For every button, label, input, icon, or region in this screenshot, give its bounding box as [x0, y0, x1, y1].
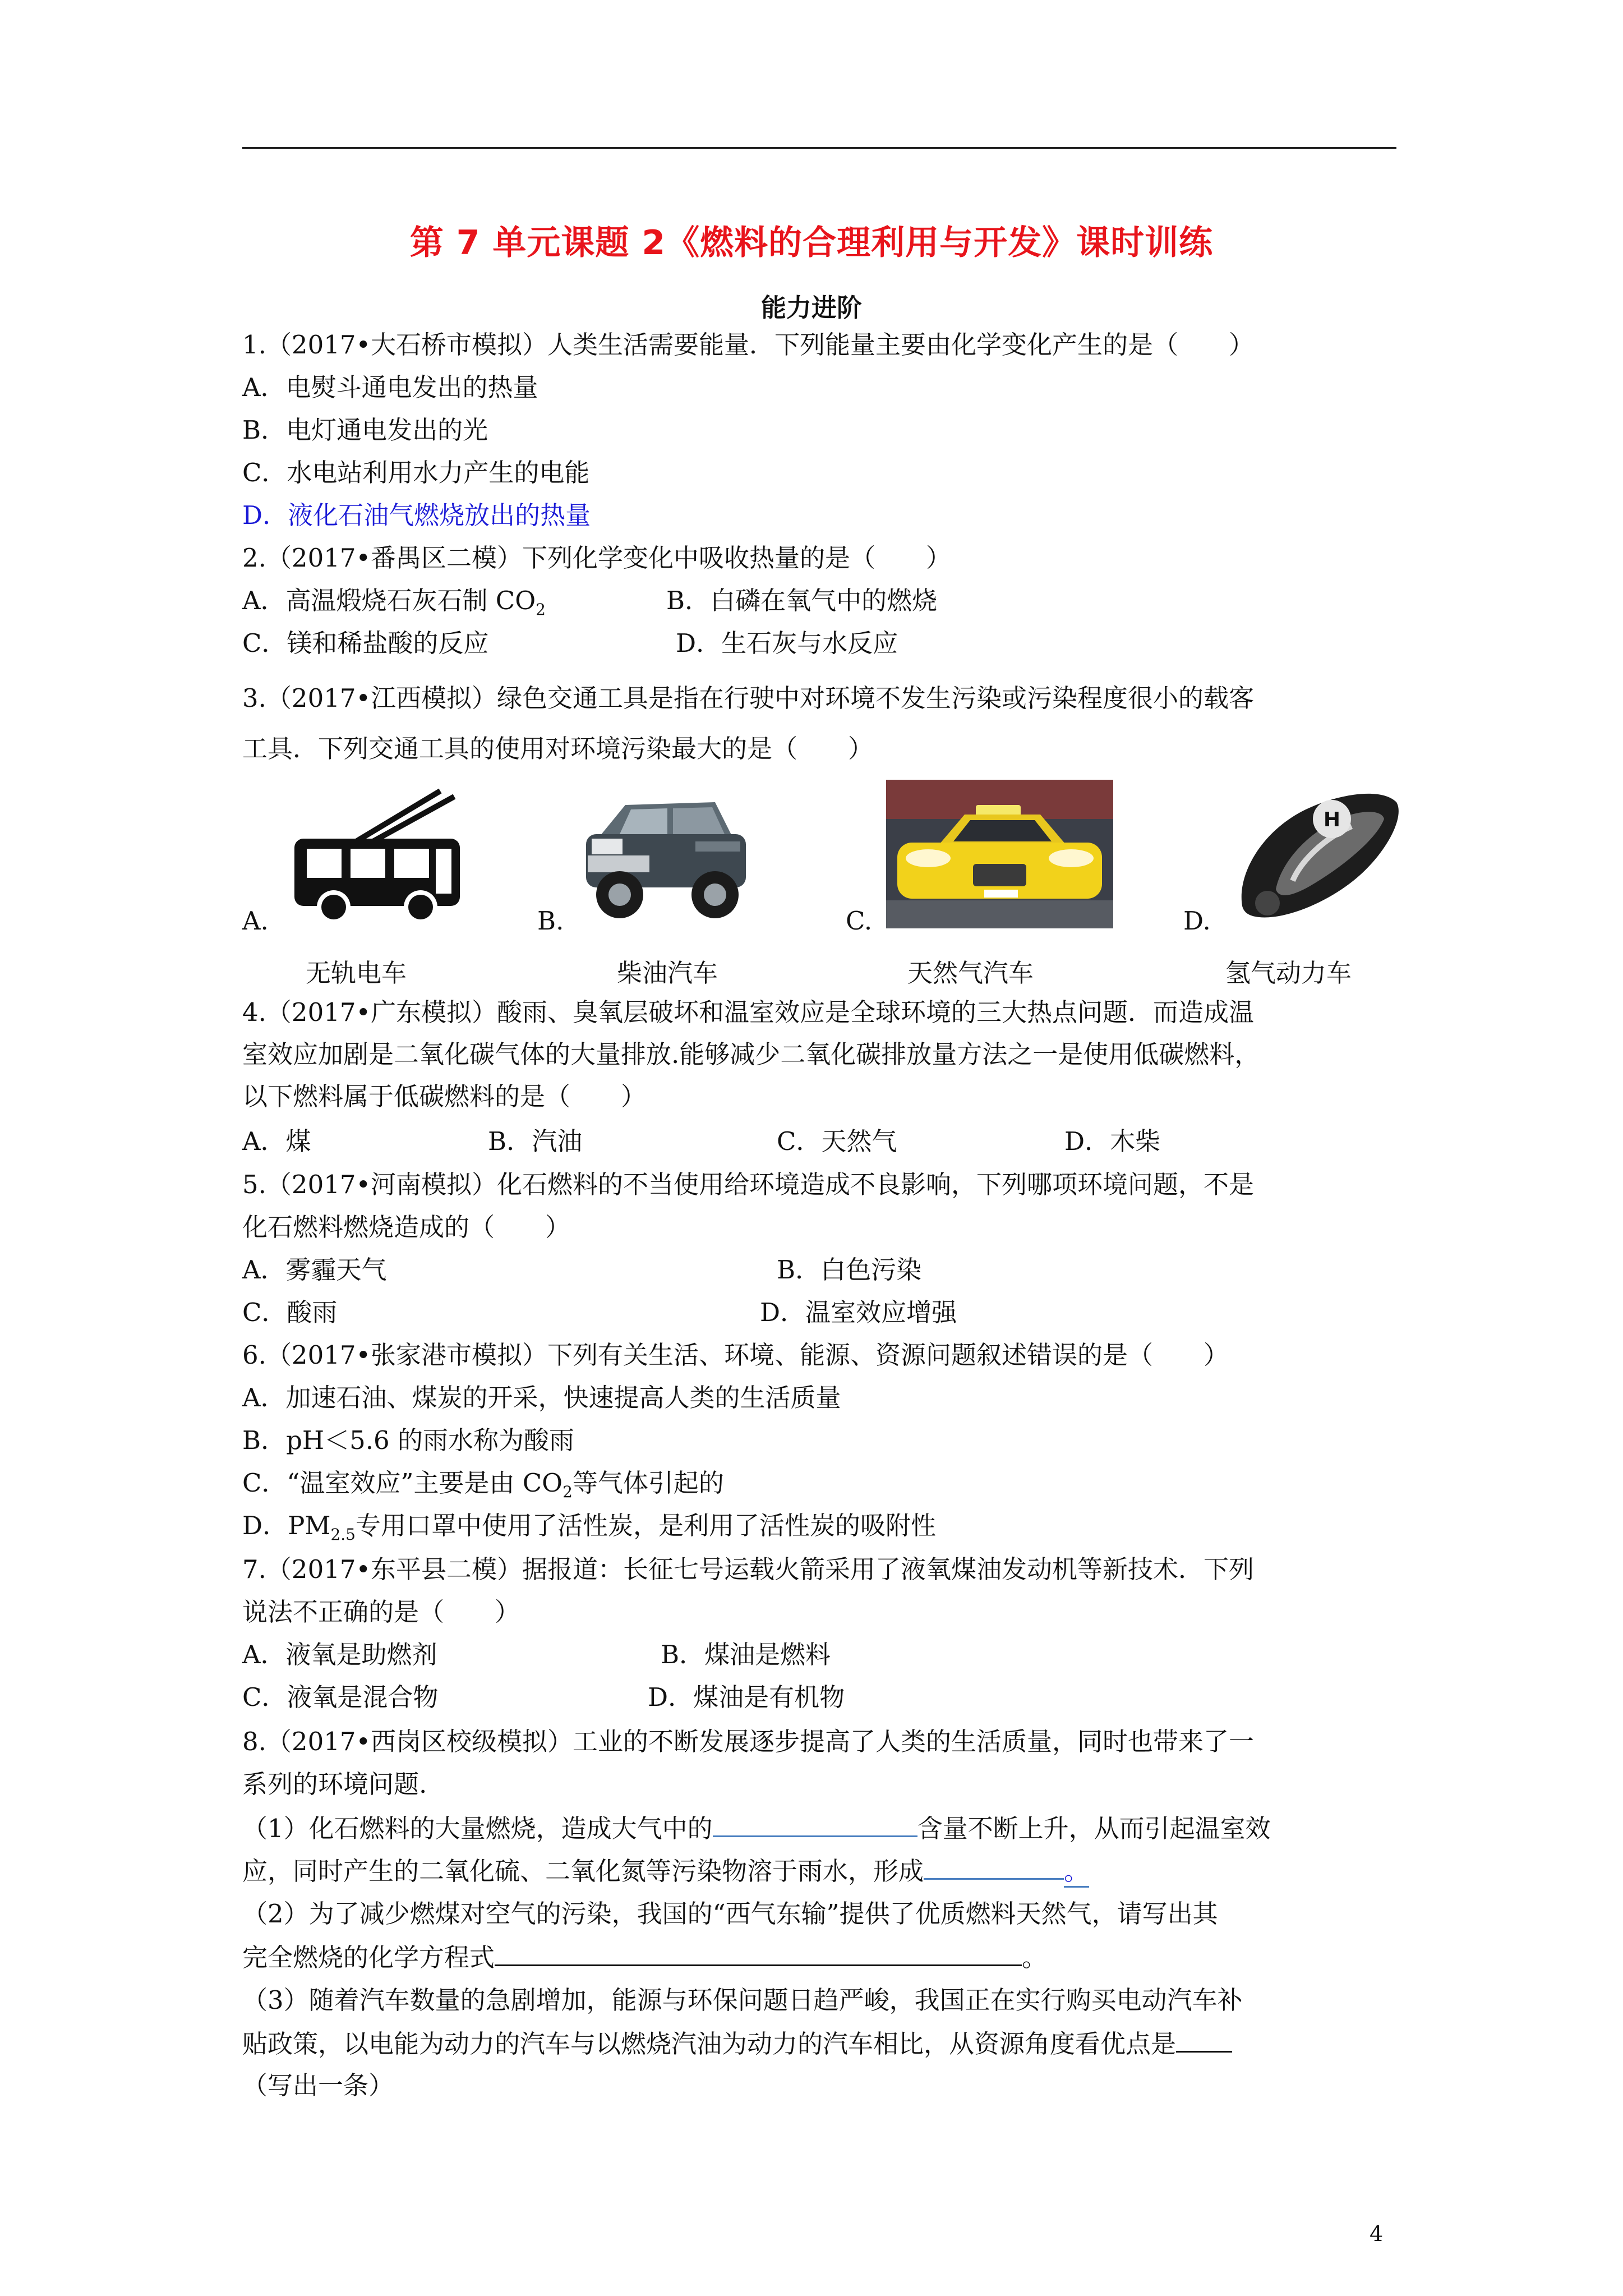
- q2-option-c: C．镁和稀盐酸的反应: [242, 628, 489, 658]
- q3-caption-a: 无轨电车: [306, 958, 407, 988]
- q6-option-d: D．$PM_{2.5}$专用口罩中使用了活性炭，是利用了活性炭的吸附性: [242, 1511, 936, 1544]
- q7-option-c: C．液氧是混合物: [242, 1682, 439, 1712]
- q5-option-c: C．酸雨: [242, 1297, 338, 1327]
- q5-stem-line1: 5.（2017•河南模拟）化石燃料的不当使用给环境造成不良影响，下列哪项环境问题，不是: [242, 1170, 1255, 1199]
- q7-stem-line1: 7.（2017•东平县二模）据报道：长征七号运载火箭采用了液氧煤油发动机等新技术．下列: [242, 1554, 1255, 1584]
- q3-caption-c: 天然气汽车: [907, 958, 1034, 988]
- q2-option-b: B．白磷在氧气中的燃烧: [666, 586, 938, 615]
- page-title: 第 7 单元课题 2《燃料的合理利用与开发》课时训练: [409, 223, 1214, 263]
- diesel-suv-image: [578, 783, 751, 928]
- q7-stem-line2: 说法不正确的是（ ）: [242, 1597, 520, 1627]
- q8-part2-line1: （2）为了减少燃煤对空气的污染，我国的“西气东输”提供了优质燃料天然气，请写出其: [242, 1899, 1218, 1929]
- q3-caption-b: 柴油汽车: [617, 958, 718, 988]
- q2-option-a: A．高温煅烧石灰石制 $CO_2$: [242, 586, 546, 619]
- q4-option-b: B．汽油: [488, 1126, 583, 1156]
- q4-option-a: A．煤: [242, 1126, 311, 1156]
- section-subtitle: 能力进阶: [760, 293, 862, 323]
- svg-text:H: H: [1323, 808, 1341, 831]
- q3-caption-d: 氢气动力车: [1225, 958, 1352, 988]
- q8-part3-line2: 贴政策，以电能为动力的汽车与以燃烧汽油为动力的汽车相比，从资源角度看优点是: [242, 2026, 1232, 2061]
- q8-part1-line2: 应，同时产生的二氧化硫、二氧化氮等污染物溶于雨水，形成 。: [242, 1853, 1089, 1888]
- q7-option-a: A．液氧是助燃剂: [242, 1640, 437, 1669]
- q4-stem-line2: 室效应加剧是二氧化碳气体的大量排放.能够减少二氧化碳排放量方法之一是使用低碳燃料，: [242, 1039, 1260, 1069]
- q8-stem-line2: 系列的环境问题.: [242, 1769, 427, 1799]
- q2-option-d: D．生石灰与水反应: [676, 628, 898, 658]
- q5-option-a: A．雾霾天气: [242, 1255, 387, 1285]
- q1-stem: 1.（2017•大石桥市模拟）人类生活需要能量．下列能量主要由化学变化产生的是（ ）: [242, 330, 1255, 360]
- q3-label-d: D.: [1183, 906, 1211, 936]
- q6-option-a: A．加速石油、煤炭的开采，快速提高人类的生活质量: [242, 1383, 841, 1412]
- q8-part2-line2: 完全燃烧的化学方程式 。: [242, 1940, 1047, 1975]
- q6-option-b: B．pH＜5.6 的雨水称为酸雨: [242, 1425, 574, 1455]
- q7-option-d: D．煤油是有机物: [648, 1682, 845, 1712]
- answer-blank-4[interactable]: [1176, 2026, 1232, 2053]
- q1-option-c: C．水电站利用水力产生的电能: [242, 458, 590, 487]
- q3-label-a: A.: [242, 906, 269, 936]
- q1-option-d-answer: D．液化石油气燃烧放出的热量: [242, 500, 591, 530]
- q5-stem-line2: 化石燃料燃烧造成的（ ）: [242, 1212, 571, 1242]
- q8-part3-line3: （写出一条）: [242, 2070, 394, 2100]
- q6-option-c: C．“温室效应”主要是由 $CO_2$等气体引起的: [242, 1468, 724, 1501]
- q6-stem: 6.（2017•张家港市模拟）下列有关生活、环境、能源、资源问题叙述错误的是（ ）: [242, 1340, 1229, 1370]
- q7-option-b: B．煤油是燃料: [661, 1640, 831, 1669]
- hydrogen-car-image: [1225, 777, 1405, 926]
- q4-option-d: D．木柴: [1064, 1126, 1161, 1156]
- answer-blank-1[interactable]: [713, 1811, 917, 1837]
- q5-option-b: B．白色污染: [777, 1255, 922, 1285]
- q3-stem-line1: 3.（2017•江西模拟）绿色交通工具是指在行驶中对环境不发生污染或污染程度很小的载客: [242, 683, 1255, 713]
- q1-option-b: B．电灯通电发出的光: [242, 415, 488, 445]
- q3-label-b: B.: [537, 906, 564, 936]
- q4-stem-line3: 以下燃料属于低碳燃料的是（ ）: [242, 1082, 647, 1111]
- answer-blank-3[interactable]: [495, 1940, 1022, 1966]
- q4-option-c: C．天然气: [777, 1126, 897, 1156]
- q3-label-c: C.: [846, 906, 873, 936]
- answer-blank-2[interactable]: [924, 1853, 1064, 1880]
- q8-part1-line1: （1）化石燃料的大量燃烧，造成大气中的 含量不断上升，从而引起温室效: [242, 1811, 1271, 1846]
- page-number: 4: [1370, 2221, 1384, 2246]
- q1-option-a: A．电熨斗通电发出的热量: [242, 372, 538, 402]
- trolleybus-icon: [289, 788, 463, 926]
- q5-option-d: D．温室效应增强: [760, 1297, 957, 1327]
- header-rule: [242, 147, 1396, 149]
- q2-stem: 2.（2017•番禺区二模）下列化学变化中吸收热量的是（ ）: [242, 543, 952, 573]
- q4-stem-line1: 4.（2017•广东模拟）酸雨、臭氧层破坏和温室效应是全球环境的三大热点问题．而造成温: [242, 997, 1255, 1027]
- q8-part3-line1: （3）随着汽车数量的急剧增加，能源与环保问题日趋严峻，我国正在实行购买电动汽车补: [242, 1985, 1243, 2015]
- natural-gas-taxi-image: [886, 780, 1113, 928]
- q8-stem-line1: 8.（2017•西岗区校级模拟）工业的不断发展逐步提高了人类的生活质量，同时也带来了一: [242, 1727, 1255, 1756]
- q3-stem-line2: 工具．下列交通工具的使用对环境污染最大的是（ ）: [242, 734, 874, 763]
